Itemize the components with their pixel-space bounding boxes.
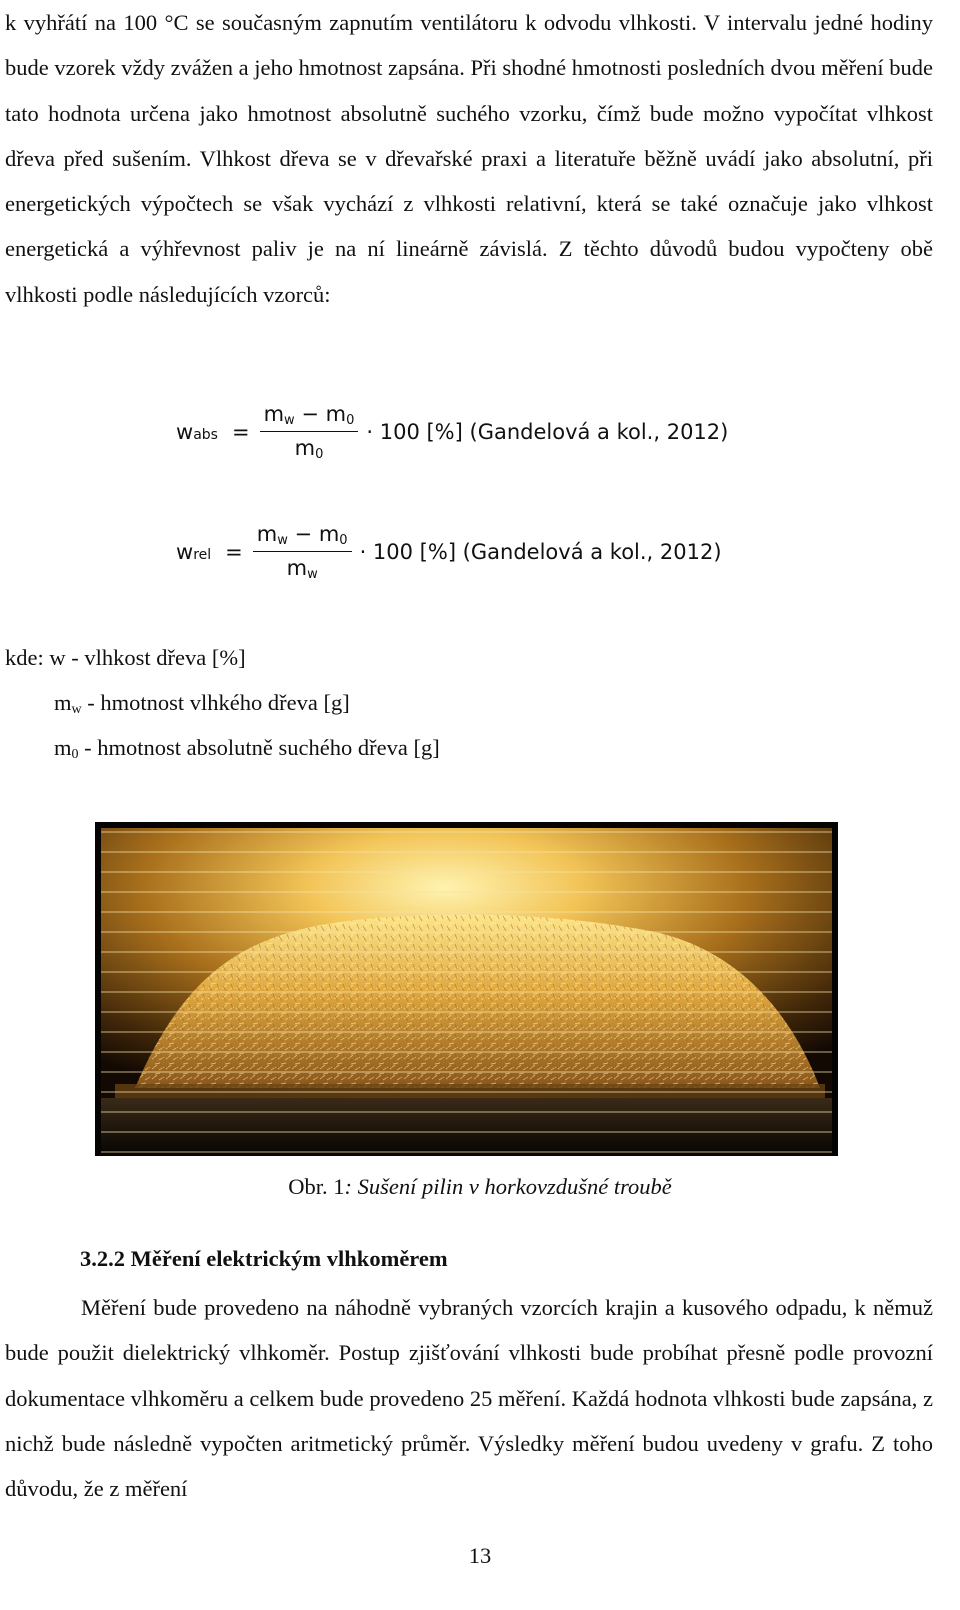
def-symbol: m: [54, 735, 72, 760]
formula-var-subscript: abs: [193, 427, 218, 443]
num-symbol-a: m: [263, 402, 285, 426]
formula-absolute-moisture: [176, 402, 728, 462]
definition-w: kde: w - vlhkost dřeva [%]: [5, 645, 246, 670]
formula-rhs: · 100 [%] (Gandelová a kol., 2012): [366, 420, 729, 444]
formula-rhs: · 100 [%] (Gandelová a kol., 2012): [359, 540, 722, 564]
num-subscript-b: 0: [339, 533, 348, 548]
formula-var-subscript: rel: [193, 547, 212, 563]
num-symbol-b: m: [318, 522, 340, 546]
formula-var: w: [176, 540, 194, 564]
formula-denominator: [291, 432, 328, 462]
figure-caption: [0, 1173, 960, 1201]
num-subscript-a: w: [284, 413, 295, 428]
minus-sign: −: [287, 522, 319, 546]
formula-denominator: [283, 552, 322, 582]
formula-relative-moisture: [176, 522, 722, 582]
num-symbol-b: m: [325, 402, 347, 426]
num-subscript-a: w: [277, 533, 288, 548]
formula-equals: =: [231, 420, 250, 444]
num-symbol-a: m: [256, 522, 278, 546]
formula-fraction: [260, 402, 359, 462]
minus-sign: −: [294, 402, 326, 426]
formula-equals: =: [225, 540, 243, 564]
den-symbol: m: [286, 556, 308, 580]
def-subscript: 0: [71, 747, 79, 762]
formula-var: w: [176, 420, 194, 444]
caption-text: : Sušení pilin v horkovzdušné troubě: [344, 1174, 672, 1199]
def-subscript: w: [71, 702, 82, 717]
sawdust-oven-photo: [95, 822, 838, 1156]
def-text: - hmotnost absolutně suchého dřeva [g]: [78, 735, 440, 760]
page-number: 13: [468, 1543, 492, 1568]
def-text: - hmotnost vlhkého dřeva [g]: [81, 690, 350, 715]
def-symbol: m: [54, 690, 72, 715]
den-subscript: 0: [315, 447, 324, 462]
definition-mw: [54, 690, 350, 723]
body-paragraph-2: Měření bude provedeno na náhodně vybraných vzorcích krajin a kusového odpadu, k němuž bude použit dielektrický vlhkoměr. Postup zjišťování vlhkosti bude probíhat přesně podle provozní dokumentace vlhkoměru a celkem bude provedeno 25 měření. Každá hodnota vlhkosti bude zapsána, z nichž bude následně vypočten aritmetický průměr. Výsledky měření budou uvedeny v grafu. Z toho důvodu, že z měření: [5, 1295, 933, 1502]
formula-lhs: [176, 540, 211, 564]
caption-label: Obr. 1: [288, 1174, 345, 1199]
body-paragraph-1: k vyhřátí na 100 °C se současným zapnutím ventilátoru k odvodu vlhkosti. V intervalu jedné hodiny bude vzorek vždy zvážen a jeho hmotnost zapsána. Při shodné hmotnosti posledních dvou měření bude tato hodnota určena jako hmotnost absolutně suchého vzorku, čímž bude možno vypočítat vlhkost dřeva před sušením. Vlhkost dřeva se v dřevařské praxi a literatuře běžně uvádí jako absolutní, při energetických výpočtech se však vychází z vlhkosti relativní, která se také označuje jako vlhkost energetická a výhřevnost paliv je na ní lineárně závislá. Z těchto důvodů budou vypočteny obě vlhkosti podle následujících vzorců:: [5, 10, 933, 307]
num-subscript-b: 0: [346, 413, 355, 428]
den-subscript: w: [307, 567, 318, 582]
section-heading: 3.2.2 Měření elektrickým vlhkoměrem: [80, 1246, 448, 1271]
definition-m0: [54, 735, 440, 768]
formula-fraction: [253, 522, 352, 582]
den-symbol: m: [294, 436, 316, 460]
formula-lhs: [176, 420, 218, 444]
formula-numerator: [260, 402, 359, 432]
formula-numerator: [253, 522, 352, 552]
